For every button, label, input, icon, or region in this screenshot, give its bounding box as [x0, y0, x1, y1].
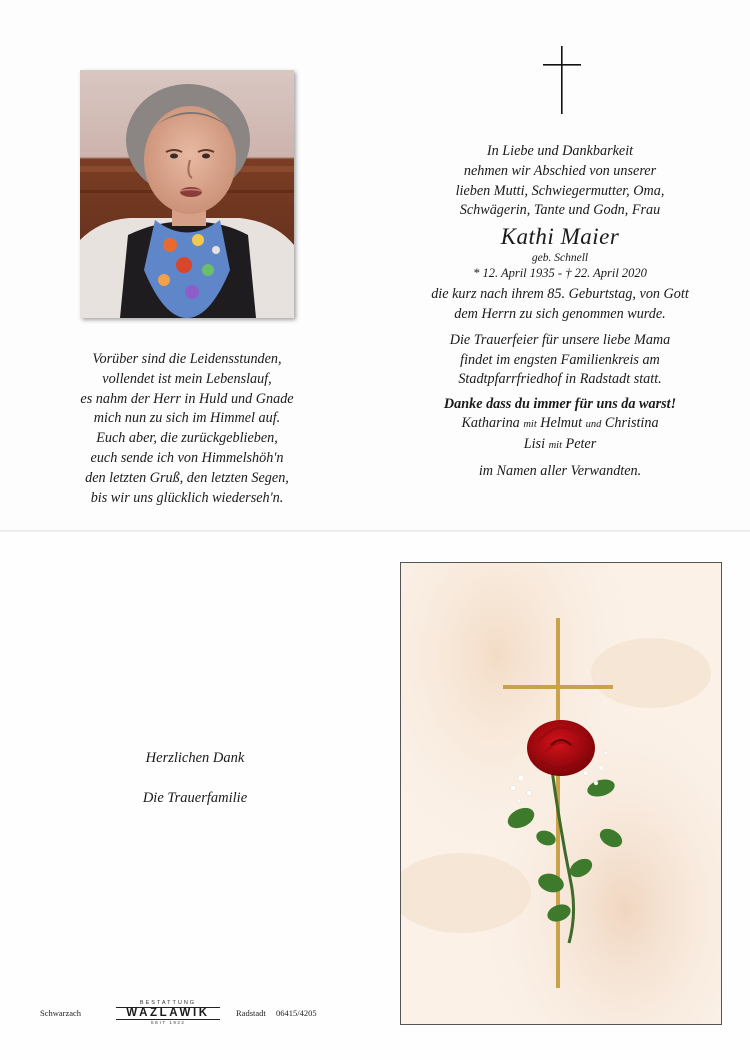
- poem-line: mich nun zu sich im Himmel auf.: [93, 410, 281, 427]
- poem-line: bis wir uns glücklich wiederseh'n.: [90, 489, 284, 506]
- mourner-name: Lisi: [523, 435, 546, 452]
- mourners-line: [390, 414, 730, 435]
- farewell-line: Danke dass du immer für uns da warst!: [443, 396, 677, 413]
- poem-line: vollendet ist mein Lebenslauf,: [102, 370, 272, 387]
- funeral-home-footer: [40, 998, 340, 1025]
- family-signature: Die Trauerfamilie: [142, 790, 248, 806]
- mourner-name: Katharina: [461, 415, 520, 432]
- passing-line: die kurz nach ihrem 85. Geburtstag, von Gott: [431, 286, 689, 303]
- intro-line: In Liebe und Dankbarkeit: [486, 143, 634, 159]
- connector-word: mit: [523, 419, 537, 431]
- footer-phone: 06415/4205: [276, 1008, 317, 1018]
- birth-name: geb. Schnell: [531, 252, 589, 265]
- connector-word: und: [585, 419, 602, 431]
- life-dates: * 12. April 1935 - † 22. April 2020: [473, 266, 647, 281]
- funeral-home-logo: [116, 1000, 220, 1025]
- connector-word: mit: [548, 439, 562, 451]
- portrait-photo: [80, 70, 294, 318]
- footer-location-left: Schwarzach: [40, 1008, 82, 1018]
- rose-cross-image: [400, 562, 722, 1025]
- intro-line: Schwägerin, Tante und Godn, Frau: [459, 202, 661, 219]
- poem-line: es nahm der Herr in Huld und Gnade: [80, 390, 294, 407]
- poem-line: Vorüber sind die Leidensstunden,: [92, 351, 282, 367]
- intro-line: lieben Mutti, Schwiegermutter, Oma,: [455, 182, 665, 199]
- intro-line: nehmen wir Abschied von unserer: [463, 162, 657, 179]
- logo-main-text: WAZLAWIK: [116, 1007, 220, 1020]
- death-announcement: [390, 142, 730, 482]
- mourner-name: Peter: [565, 435, 597, 452]
- ceremony-line: Die Trauerfeier für unsere liebe Mama: [449, 331, 671, 348]
- poem-line: euch sende ich von Himmelshöh'n: [90, 449, 284, 466]
- logo-sub-text: SEIT 1922: [150, 1020, 186, 1025]
- thanks-line: Herzlichen Dank: [145, 750, 245, 766]
- ceremony-line: findet im engsten Familienkreis am: [460, 351, 660, 368]
- poem-line: den letzten Gruß, den letzten Segen,: [85, 469, 289, 486]
- cross-icon: [543, 46, 581, 114]
- ceremony-line: Stadtpfarrfriedhof in Radstadt statt.: [458, 371, 662, 388]
- mourner-name: Christina: [604, 415, 659, 432]
- poem-line: Euch aber, die zurückgeblieben,: [96, 430, 278, 447]
- mourner-name: Helmut: [540, 415, 583, 432]
- mourners-line: [390, 435, 730, 456]
- deceased-name: Kathi Maier: [500, 224, 620, 250]
- passing-line: dem Herrn zu sich genommen wurde.: [454, 305, 666, 322]
- family-line: im Namen aller Verwandten.: [478, 462, 642, 479]
- thanks-block: [110, 750, 280, 830]
- footer-location-right: Radstadt: [236, 1008, 266, 1018]
- logo-top-text: BESTATTUNG: [139, 1000, 197, 1006]
- poem: [40, 350, 334, 508]
